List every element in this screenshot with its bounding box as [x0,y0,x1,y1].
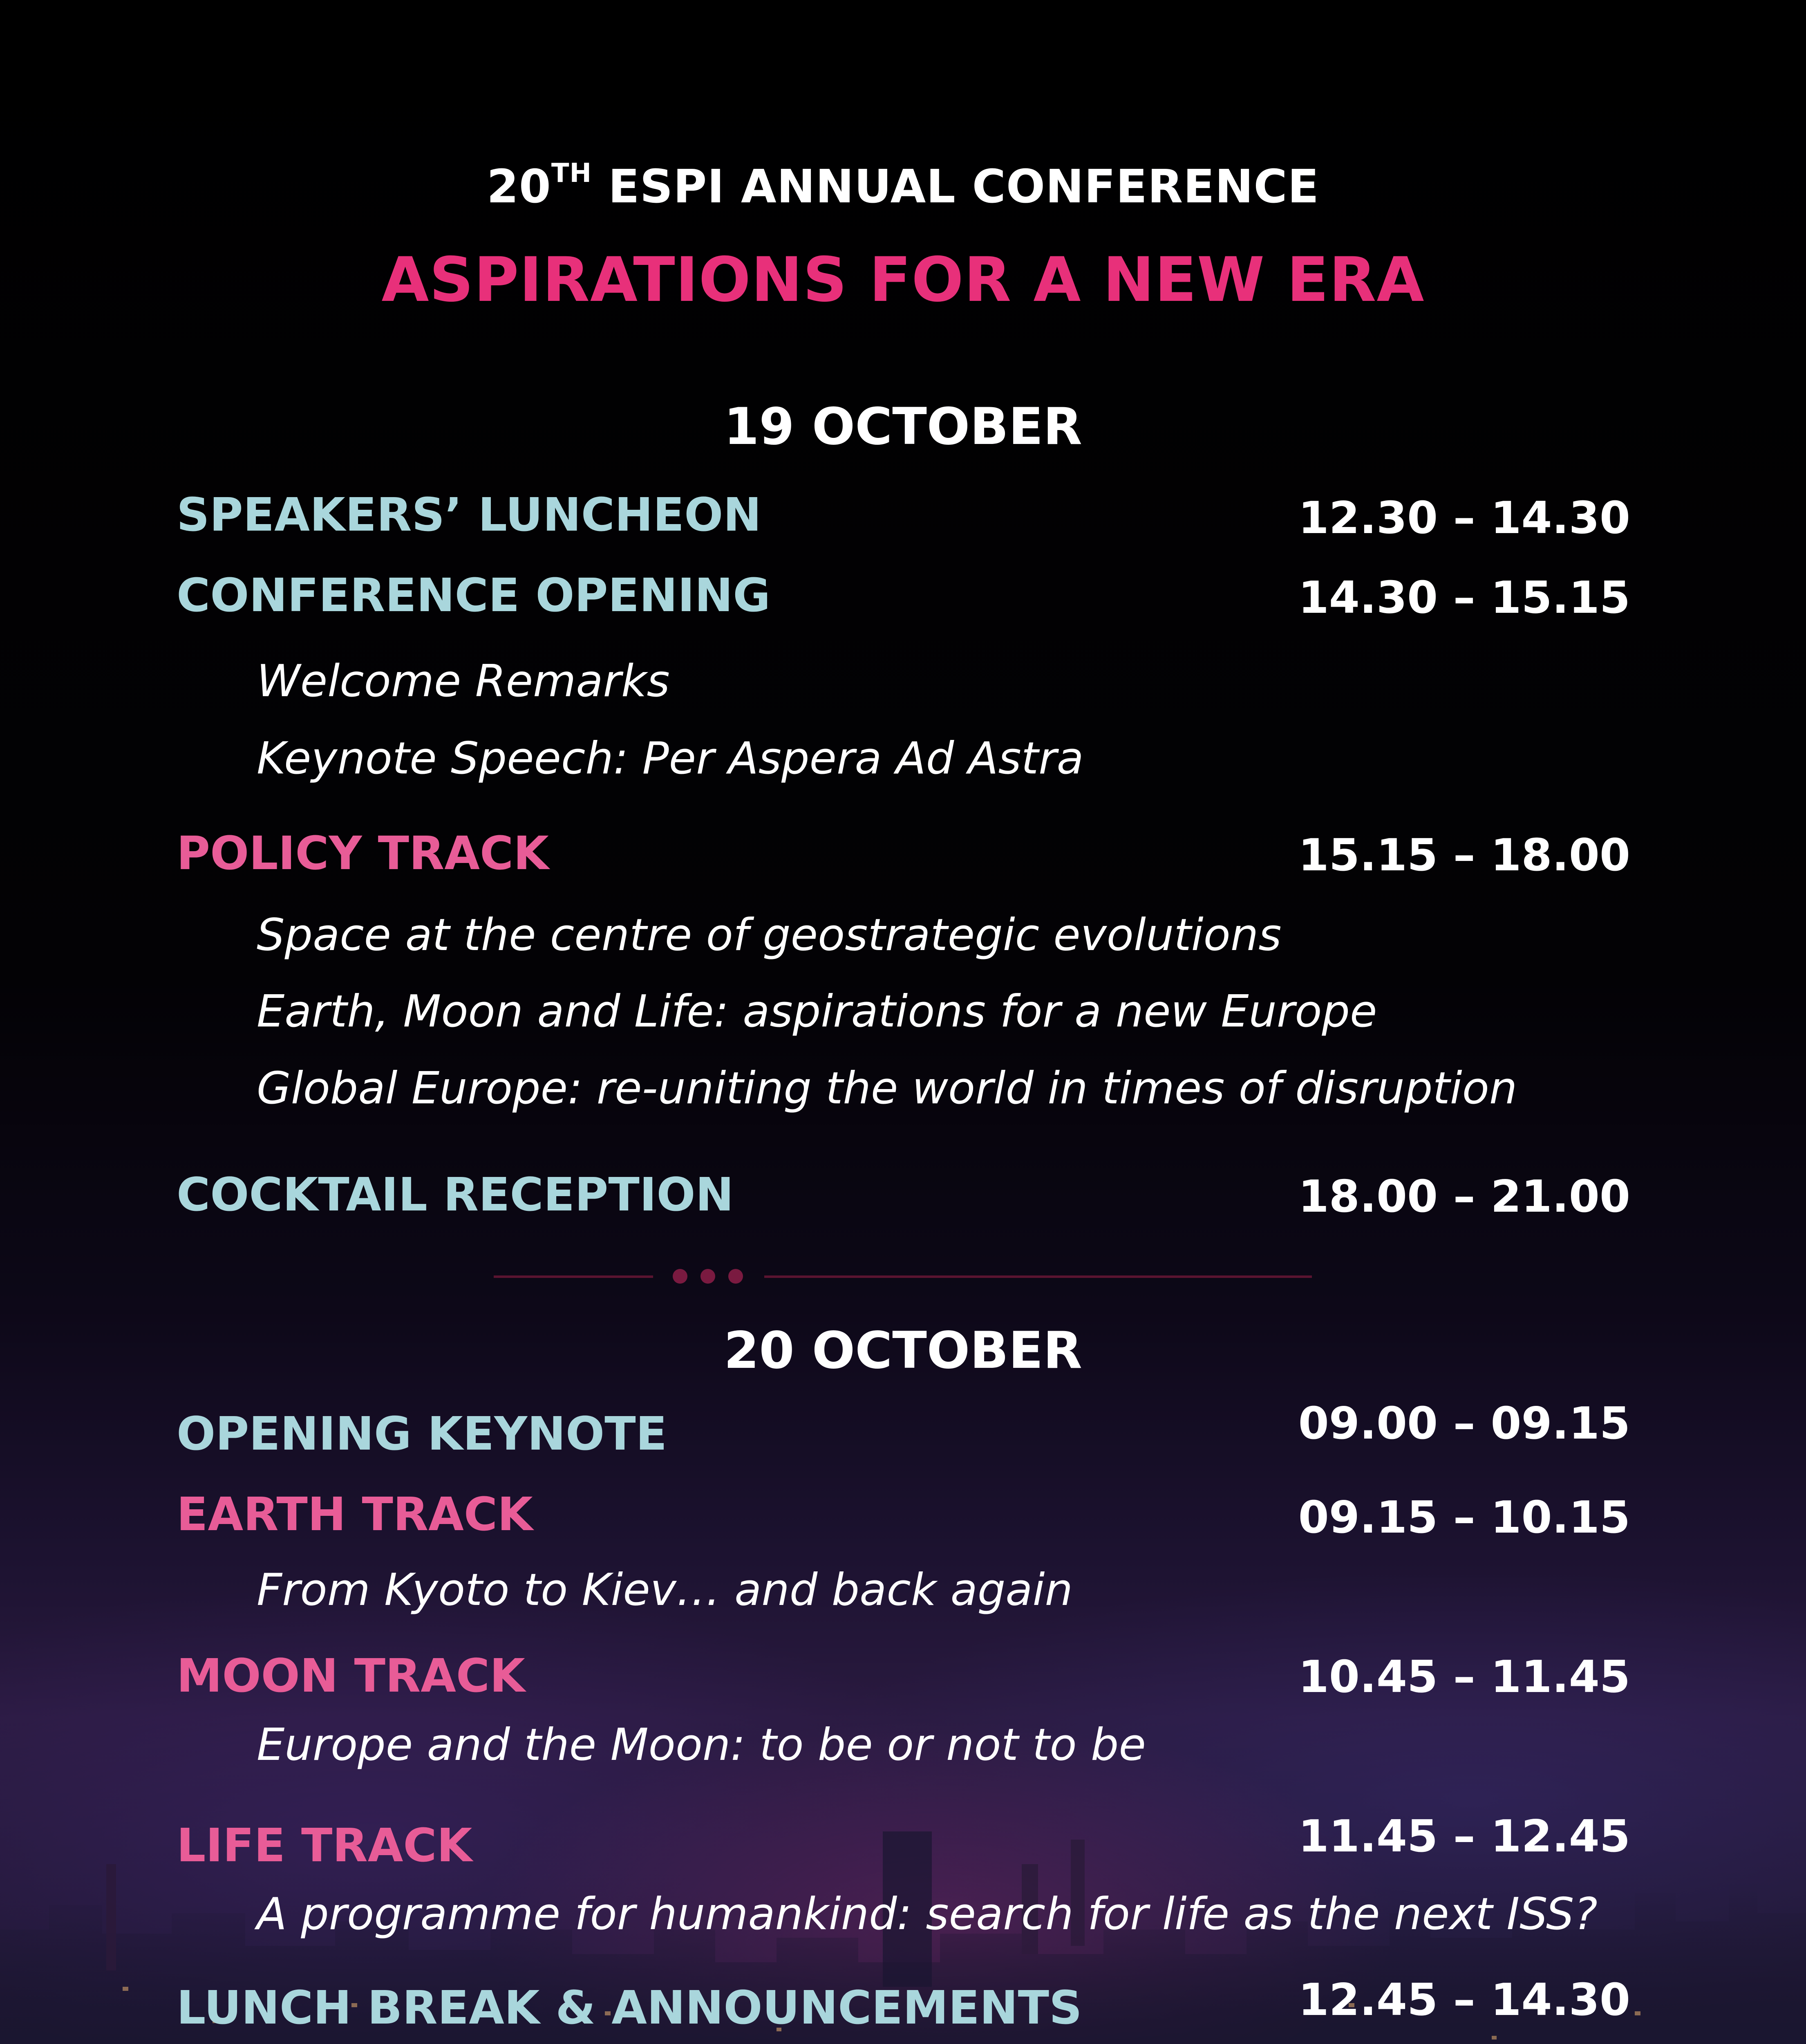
session-title: MOON TRACK [177,1650,525,1703]
conference-name: ESPI ANNUAL CONFERENCE [608,160,1320,213]
divider-line-left [494,1275,653,1278]
session-item: Earth, Moon and Life: aspirations for a new Europe [257,986,1377,1037]
session-time: 18.00 – 21.00 [1298,1171,1630,1222]
session-time: 11.45 – 12.45 [1298,1811,1630,1862]
conference-number: 20 [486,160,551,213]
session-title: LIFE TRACK [177,1819,472,1872]
session-item: Welcome Remarks [257,656,670,707]
session-time: 09.00 – 09.15 [1298,1398,1630,1449]
session-item: A programme for humankind: search for life as the next ISS? [257,1889,1598,1940]
session-title: LUNCH BREAK & ANNOUNCEMENTS [177,1981,1082,2035]
session-time: 09.15 – 10.15 [1298,1492,1630,1543]
conference-theme: ASPIRATIONS FOR A NEW ERA [381,244,1425,316]
conference-superscript: TH [551,158,592,188]
session-title: CONFERENCE OPENING [177,569,771,622]
day2-date: 20 OCTOBER [724,1321,1082,1380]
session-time: 12.45 – 14.30 [1298,1975,1630,2026]
divider-dot [728,1269,743,1284]
session-time: 10.45 – 11.45 [1298,1652,1630,1703]
session-title: SPEAKERS’ LUNCHEON [177,489,762,542]
session-title: EARTH TRACK [177,1488,533,1541]
session-title: POLICY TRACK [177,827,549,880]
session-item: Space at the centre of geostrategic evolutions [257,910,1282,961]
session-item: Keynote Speech: Per Aspera Ad Astra [257,733,1084,784]
session-item: Global Europe: re-uniting the world in times of disruption [257,1063,1517,1114]
conference-title [0,160,1806,213]
session-time: 12.30 – 14.30 [1298,493,1630,544]
session-item: Europe and the Moon: to be or not to be [257,1719,1146,1771]
session-item: From Kyoto to Kiev… and back again [257,1564,1073,1616]
divider-dot [673,1269,687,1284]
divider-dot [700,1269,715,1284]
day1-date: 19 OCTOBER [724,397,1082,456]
session-title: OPENING KEYNOTE [177,1407,667,1461]
session-title: COCKTAIL RECEPTION [177,1168,734,1221]
divider-line-right [764,1275,1312,1278]
session-time: 15.15 – 18.00 [1298,830,1630,881]
session-time: 14.30 – 15.15 [1298,572,1630,623]
